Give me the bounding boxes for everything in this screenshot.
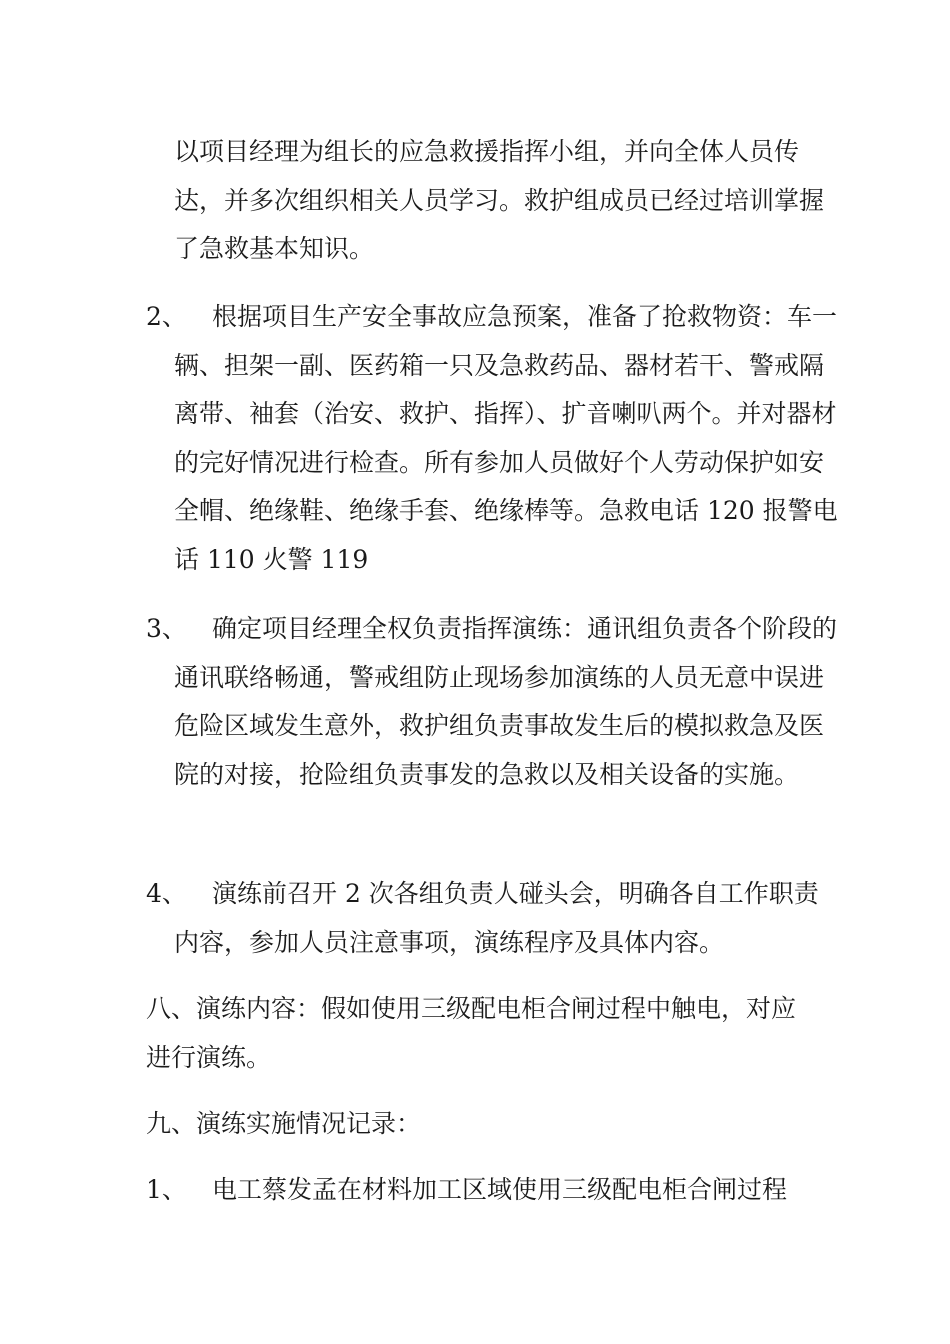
list-number: 1、 [146,1175,187,1204]
paragraph-text-mid: 车 [787,302,813,331]
paragraph-text: 电工蔡发孟在材料加工区域使用三级配电柜合闸过程 [212,1175,788,1204]
list-item-1 [146,1166,838,1215]
list-number: 2、 [146,302,187,331]
paragraph-text: 八、演练内容：假如使用三级配电柜合闸过程中触电，对应进行演练。 [146,994,797,1072]
section-nine-heading [146,1100,810,1149]
list-number: 3、 [146,614,187,643]
paragraph-text: 演练前召开 2 次各组负责人碰头会，明确各自工作职责内容，参加人员注意事项，演练程序及具体内容。 [174,879,819,957]
list-number: 4、 [146,879,187,908]
section-eight [146,985,810,1082]
paragraph-text: 根据项目生产安全事故应急预案，准备了抢救物资： [212,302,788,331]
paragraph-text: 以项目经理为组长的应急救援指挥小组，并向全体人员传达，并多次组织相关人员学习。救护组成员已经过培训掌握了急 [174,137,825,263]
paragraph-text-second: 一辆、担架一副、医药箱一只及急救药品、器材若干、警戒 [174,302,838,380]
list-item-2 [146,293,838,584]
list-item-3 [146,605,838,799]
list-item-4 [146,870,838,967]
paragraph-text: 九、演练实施情况记录： [146,1109,422,1138]
paragraph-continuation [146,128,838,274]
paragraph-text-tail: 救基本知识。 [224,234,375,263]
paragraph-text-tail: 隔离带、袖套（治安、救护、指挥）、扩音喇叭两个。并对器材的完好情况进行检查。所有参加人员做好个人劳动保护如安全帽、绝缘鞋、绝缘手套、绝缘棒等。急救电话 120 报警电话 110 火警 119 [174,350,838,574]
paragraph-text: 确定项目经理全权负责指挥演练：通讯组负责各个阶段的通讯联络畅通，警戒组防止现场参加演练的人员无意中误进危险区域发生意外，救护组负责事故发生后的模拟救急及医院的对接，抢险组负责事发的急救以及相关设备的实施。 [174,614,838,789]
